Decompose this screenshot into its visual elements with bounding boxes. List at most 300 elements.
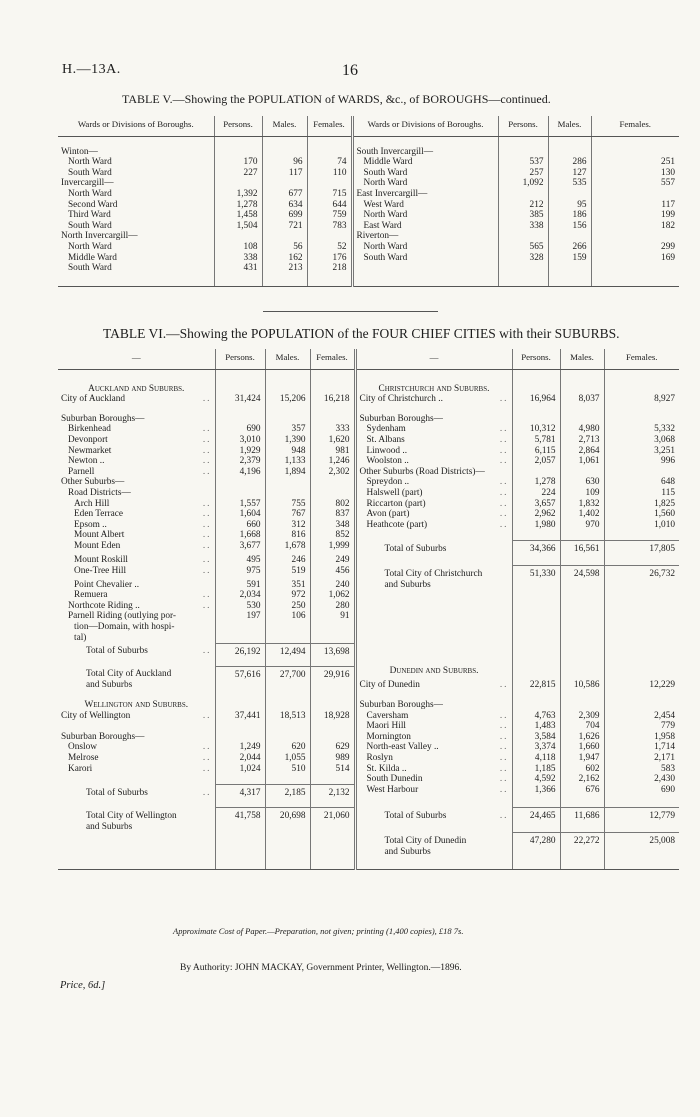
females-value: 169 — [591, 253, 679, 264]
row-label-text: South Ward — [68, 220, 112, 231]
males-value — [560, 822, 604, 833]
males-value: 12,494 — [265, 643, 310, 657]
col-header-name: — — [58, 349, 215, 369]
males-value — [560, 657, 604, 666]
males-value — [560, 611, 604, 622]
col-header-males: Males. — [265, 349, 310, 369]
persons-value: 338 — [498, 221, 548, 232]
females-value — [604, 580, 679, 591]
persons-value — [215, 405, 265, 414]
males-value — [560, 467, 604, 478]
females-value: 1,560 — [604, 509, 679, 520]
row-label-text: Total of Suburbs — [86, 787, 148, 798]
leader-dots: .. — [499, 394, 509, 405]
row-label — [352, 178, 498, 189]
males-value — [265, 799, 310, 808]
row-label — [58, 178, 214, 189]
persons-value: 530 — [215, 601, 265, 612]
spacer-cell — [215, 369, 265, 384]
table-row — [58, 221, 679, 232]
table-row — [58, 633, 679, 644]
table-row — [58, 178, 679, 189]
females-value — [310, 622, 355, 633]
leader-dots: .. — [202, 445, 212, 456]
col-header-females: Females. — [310, 349, 355, 369]
spacer-cell — [591, 136, 679, 147]
row-label — [355, 520, 512, 531]
row-label-text: North-east Valley .. — [366, 742, 439, 753]
spacer-cell — [512, 369, 560, 384]
row-label — [58, 808, 215, 822]
males-value — [265, 622, 310, 633]
row-label — [58, 488, 215, 499]
males-value — [265, 405, 310, 414]
persons-value — [512, 384, 560, 395]
table-row — [58, 808, 679, 822]
females-value: 514 — [310, 764, 355, 775]
col-header-name: — — [355, 349, 512, 369]
persons-value: 2,057 — [512, 456, 560, 467]
males-value: 699 — [262, 210, 307, 221]
persons-value: 1,929 — [215, 446, 265, 457]
row-label-text: Point Chevalier .. — [74, 579, 140, 590]
spacer-cell — [604, 857, 679, 870]
row-label-text: Total City of Dunedin — [384, 835, 467, 846]
spacer-cell — [214, 274, 262, 287]
males-value — [548, 147, 591, 158]
males-value: 16,561 — [560, 541, 604, 555]
row-label-text: Northcote Riding .. — [68, 600, 140, 611]
females-value — [307, 147, 352, 158]
persons-value — [498, 231, 548, 242]
males-value: 535 — [548, 178, 591, 189]
females-value: 759 — [307, 210, 352, 221]
females-value: 110 — [307, 168, 352, 179]
table-row — [58, 721, 679, 732]
males-value: 721 — [262, 221, 307, 232]
row-label-text: Total City of Auckland — [86, 669, 172, 680]
row-label — [355, 467, 512, 478]
persons-value: 16,964 — [512, 394, 560, 405]
spacer-cell — [352, 136, 498, 147]
males-value: 1,061 — [560, 456, 604, 467]
spacer-cell — [352, 274, 498, 287]
males-value: 2,185 — [265, 785, 310, 799]
row-label — [58, 643, 215, 657]
table-row — [58, 847, 679, 858]
col-header-persons: Persons. — [512, 349, 560, 369]
row-label-text: South Ward — [68, 167, 112, 178]
females-value: 25,008 — [604, 833, 679, 847]
row-label-text: Sydenham — [366, 424, 406, 435]
males-value: 109 — [560, 488, 604, 499]
row-label-text: Total City of Wellington — [86, 810, 177, 821]
spacer-cell — [310, 369, 355, 384]
males-value: 266 — [548, 242, 591, 253]
persons-value: 227 — [214, 168, 262, 179]
spacer-cell — [307, 274, 352, 287]
row-label-text: Birkenhead — [68, 424, 111, 435]
section-heading — [355, 384, 512, 395]
row-label — [352, 263, 498, 274]
row-label-text: Suburban Boroughs— — [359, 700, 443, 711]
row-label-text: Newmarket — [68, 445, 112, 456]
persons-value: 212 — [498, 200, 548, 211]
males-value — [560, 633, 604, 644]
table-row — [58, 753, 679, 764]
row-label — [355, 633, 512, 644]
males-value — [560, 384, 604, 395]
row-label — [58, 446, 215, 457]
row-label — [355, 446, 512, 457]
row-label-text: Caversham — [366, 710, 409, 721]
females-value — [310, 833, 355, 847]
row-label — [355, 753, 512, 764]
col-header-name: Wards or Divisions of Boroughs. — [352, 116, 498, 136]
row-label-text: Parnell — [68, 466, 95, 477]
females-value: 557 — [591, 178, 679, 189]
row-label — [58, 555, 215, 566]
col-header-name: Wards or Divisions of Boroughs. — [58, 116, 214, 136]
row-label-text: Total of Suburbs — [86, 646, 148, 657]
section-divider — [263, 311, 438, 312]
spacer-cell — [512, 857, 560, 870]
row-label — [58, 189, 214, 200]
females-value: 13,698 — [310, 643, 355, 657]
persons-value: 4,763 — [512, 711, 560, 722]
persons-value — [215, 700, 265, 711]
males-value: 519 — [265, 566, 310, 580]
persons-value — [512, 666, 560, 680]
persons-value: 338 — [214, 253, 262, 264]
table-row — [58, 822, 679, 833]
persons-value — [215, 477, 265, 488]
row-label — [352, 253, 498, 264]
persons-value — [512, 530, 560, 541]
females-value: 2,430 — [604, 774, 679, 785]
persons-value: 4,592 — [512, 774, 560, 785]
males-value: 816 — [265, 530, 310, 541]
females-value: 176 — [307, 253, 352, 264]
females-value — [604, 633, 679, 644]
persons-value — [215, 691, 265, 700]
persons-value: 1,024 — [215, 764, 265, 775]
row-label — [58, 785, 215, 799]
row-label — [355, 477, 512, 488]
males-value — [265, 384, 310, 395]
row-label — [58, 847, 215, 858]
row-label — [58, 509, 215, 520]
row-label — [58, 520, 215, 531]
persons-value — [512, 611, 560, 622]
females-value: 1,246 — [310, 456, 355, 467]
table-row — [58, 566, 679, 580]
persons-value — [215, 774, 265, 785]
row-label-text: South Ward — [363, 252, 408, 263]
table-row — [58, 541, 679, 555]
persons-value: 1,185 — [512, 764, 560, 775]
females-value: 8,927 — [604, 394, 679, 405]
persons-value — [214, 178, 262, 189]
males-value: 286 — [548, 157, 591, 168]
persons-value: 1,668 — [215, 530, 265, 541]
persons-value — [215, 721, 265, 732]
row-label-text: East Invercargill— — [356, 188, 428, 199]
row-label — [58, 263, 214, 274]
females-value — [310, 732, 355, 743]
persons-value — [512, 601, 560, 612]
males-value — [560, 622, 604, 633]
males-value: 630 — [560, 477, 604, 488]
persons-value — [214, 231, 262, 242]
leader-dots: .. — [499, 742, 509, 753]
females-value — [604, 530, 679, 541]
table6 — [58, 349, 679, 870]
row-label-text: Onslow — [68, 742, 97, 753]
row-label-text: Total of Suburbs — [384, 810, 447, 821]
females-value: 583 — [604, 764, 679, 775]
spacer-cell — [58, 136, 214, 147]
persons-value — [215, 822, 265, 833]
row-label — [355, 700, 512, 711]
row-label-text: Halswell (part) — [366, 487, 423, 498]
females-value: 2,132 — [310, 785, 355, 799]
females-value: 299 — [591, 242, 679, 253]
leader-dots: .. — [499, 753, 509, 763]
males-value: 1,402 — [560, 509, 604, 520]
row-label-text: Riverton— — [356, 231, 399, 242]
leader-dots: .. — [499, 710, 509, 721]
row-label — [58, 530, 215, 541]
spacer-cell — [265, 857, 310, 870]
table-row — [58, 231, 679, 242]
table-row — [58, 711, 679, 722]
section-heading — [58, 384, 215, 395]
females-value: 629 — [310, 742, 355, 753]
persons-value — [512, 691, 560, 700]
row-label-text: East Ward — [363, 220, 402, 231]
row-label — [355, 833, 512, 847]
table-row — [58, 657, 679, 666]
col-header-males: Males. — [548, 116, 591, 136]
spacer-cell — [215, 857, 265, 870]
females-value — [310, 405, 355, 414]
males-value: 1,947 — [560, 753, 604, 764]
males-value: 676 — [560, 785, 604, 799]
females-value — [604, 405, 679, 414]
females-value: 690 — [604, 785, 679, 799]
persons-value — [215, 732, 265, 743]
females-value — [604, 666, 679, 680]
persons-value: 1,249 — [215, 742, 265, 753]
col-header-females: Females. — [307, 116, 352, 136]
males-value — [262, 231, 307, 242]
females-value: 2,302 — [310, 467, 355, 478]
persons-value: 257 — [498, 168, 548, 179]
females-value — [307, 178, 352, 189]
leader-dots: .. — [202, 763, 212, 774]
persons-value — [512, 799, 560, 808]
row-label — [58, 147, 214, 158]
females-value — [310, 799, 355, 808]
table-row — [58, 394, 679, 405]
males-value: 56 — [262, 242, 307, 253]
males-value: 246 — [265, 555, 310, 566]
females-value: 644 — [307, 200, 352, 211]
persons-value: 108 — [214, 242, 262, 253]
persons-value: 224 — [512, 488, 560, 499]
row-label — [58, 168, 214, 179]
males-value — [265, 774, 310, 785]
row-label-text: Avon (part) — [366, 509, 410, 520]
persons-value: 537 — [498, 157, 548, 168]
row-label-text: tion—Domain, with hospi- — [74, 622, 175, 633]
row-label-text: Spreydon .. — [366, 477, 410, 488]
leader-dots: .. — [202, 394, 212, 405]
leader-dots: .. — [202, 498, 212, 509]
row-label-text: Total of Suburbs — [384, 543, 447, 554]
row-label — [58, 253, 214, 264]
row-label-text: South Dunedin — [366, 774, 423, 785]
row-label — [58, 541, 215, 555]
row-label — [58, 601, 215, 612]
table5-caption: TABLE V.—Showing the POPULATION of WARDS, &c., of BOROUGHS—continued. — [122, 92, 551, 106]
males-value: 250 — [265, 601, 310, 612]
persons-value: 385 — [498, 210, 548, 221]
females-value: 989 — [310, 753, 355, 764]
row-label — [58, 833, 215, 847]
spacer-cell — [262, 136, 307, 147]
row-label-text: North Ward — [68, 157, 112, 168]
females-value: 249 — [310, 555, 355, 566]
table-row — [58, 643, 679, 657]
section-heading — [355, 666, 512, 680]
males-value: 117 — [262, 168, 307, 179]
row-label — [58, 753, 215, 764]
males-value — [548, 231, 591, 242]
row-label — [352, 147, 498, 158]
females-value: 240 — [310, 580, 355, 591]
males-value — [548, 189, 591, 200]
row-label — [58, 499, 215, 510]
males-value: 1,626 — [560, 732, 604, 743]
row-label-text: and Suburbs — [86, 821, 133, 832]
females-value: 1,958 — [604, 732, 679, 743]
females-value: 280 — [310, 601, 355, 612]
leader-dots: .. — [202, 787, 212, 798]
row-label-text: South Ward — [68, 263, 112, 274]
persons-value: 170 — [214, 157, 262, 168]
row-label — [58, 691, 215, 700]
row-label — [355, 394, 512, 405]
printer-authority: By Authority: JOHN MACKAY, Government Printer, Wellington.—1896. — [180, 963, 462, 973]
row-label — [58, 231, 214, 242]
row-label — [355, 414, 512, 425]
persons-value: 565 — [498, 242, 548, 253]
col-header-persons: Persons. — [215, 349, 265, 369]
persons-value: 1,278 — [512, 477, 560, 488]
females-value — [591, 147, 679, 158]
row-label-text: Other Suburbs— — [61, 477, 125, 488]
row-label — [355, 590, 512, 601]
row-label-text: Wellington and Suburbs. — [84, 700, 189, 711]
row-label — [355, 680, 512, 691]
persons-value — [215, 384, 265, 395]
row-label-text: West Harbour — [366, 784, 419, 795]
females-value — [310, 774, 355, 785]
males-value: 18,513 — [265, 711, 310, 722]
leader-dots: .. — [202, 424, 212, 435]
row-label — [58, 680, 215, 691]
females-value — [604, 799, 679, 808]
males-value — [265, 691, 310, 700]
spacer-row — [58, 136, 679, 147]
leader-dots: .. — [202, 646, 212, 657]
row-label-text: Middle Ward — [68, 252, 117, 263]
row-label — [58, 721, 215, 732]
leader-dots: .. — [202, 466, 212, 477]
females-value: 802 — [310, 499, 355, 510]
table-row — [58, 555, 679, 566]
row-label — [355, 509, 512, 520]
row-label — [58, 611, 215, 622]
persons-value: 660 — [215, 520, 265, 531]
table-row — [58, 601, 679, 612]
leader-dots: .. — [499, 456, 509, 467]
leader-dots: .. — [202, 590, 212, 601]
leader-dots: .. — [202, 540, 212, 551]
row-label-text: Mount Albert — [74, 530, 125, 541]
persons-value: 3,677 — [215, 541, 265, 555]
row-label-text: Epsom .. — [74, 519, 107, 530]
persons-value: 26,192 — [215, 643, 265, 657]
persons-value: 57,616 — [215, 666, 265, 680]
row-label-text: City of Wellington — [61, 710, 131, 721]
persons-value: 328 — [498, 253, 548, 264]
row-label — [58, 405, 215, 414]
persons-value: 3,374 — [512, 742, 560, 753]
row-label — [352, 231, 498, 242]
females-value — [307, 231, 352, 242]
persons-value — [215, 657, 265, 666]
row-label — [355, 424, 512, 435]
row-label — [355, 691, 512, 700]
persons-value — [215, 680, 265, 691]
persons-value: 1,366 — [512, 785, 560, 799]
table-row — [58, 622, 679, 633]
females-value — [310, 657, 355, 666]
persons-value: 3,657 — [512, 499, 560, 510]
males-value: 159 — [548, 253, 591, 264]
females-value — [310, 721, 355, 732]
row-label — [355, 488, 512, 499]
spacer-cell — [604, 369, 679, 384]
males-value: 2,713 — [560, 435, 604, 446]
leader-dots: .. — [499, 498, 509, 509]
col-header-persons: Persons. — [498, 116, 548, 136]
males-value: 2,864 — [560, 446, 604, 457]
row-label-text: and Suburbs — [86, 680, 133, 691]
row-label — [355, 808, 512, 822]
males-value: 2,162 — [560, 774, 604, 785]
row-label-text: South Invercargill— — [356, 146, 434, 157]
row-label-text: City of Christchurch .. — [359, 394, 443, 405]
row-label-text: Mornington — [366, 731, 411, 742]
males-value — [560, 590, 604, 601]
table-row — [58, 467, 679, 478]
females-value: 1,062 — [310, 590, 355, 601]
persons-value — [512, 467, 560, 478]
